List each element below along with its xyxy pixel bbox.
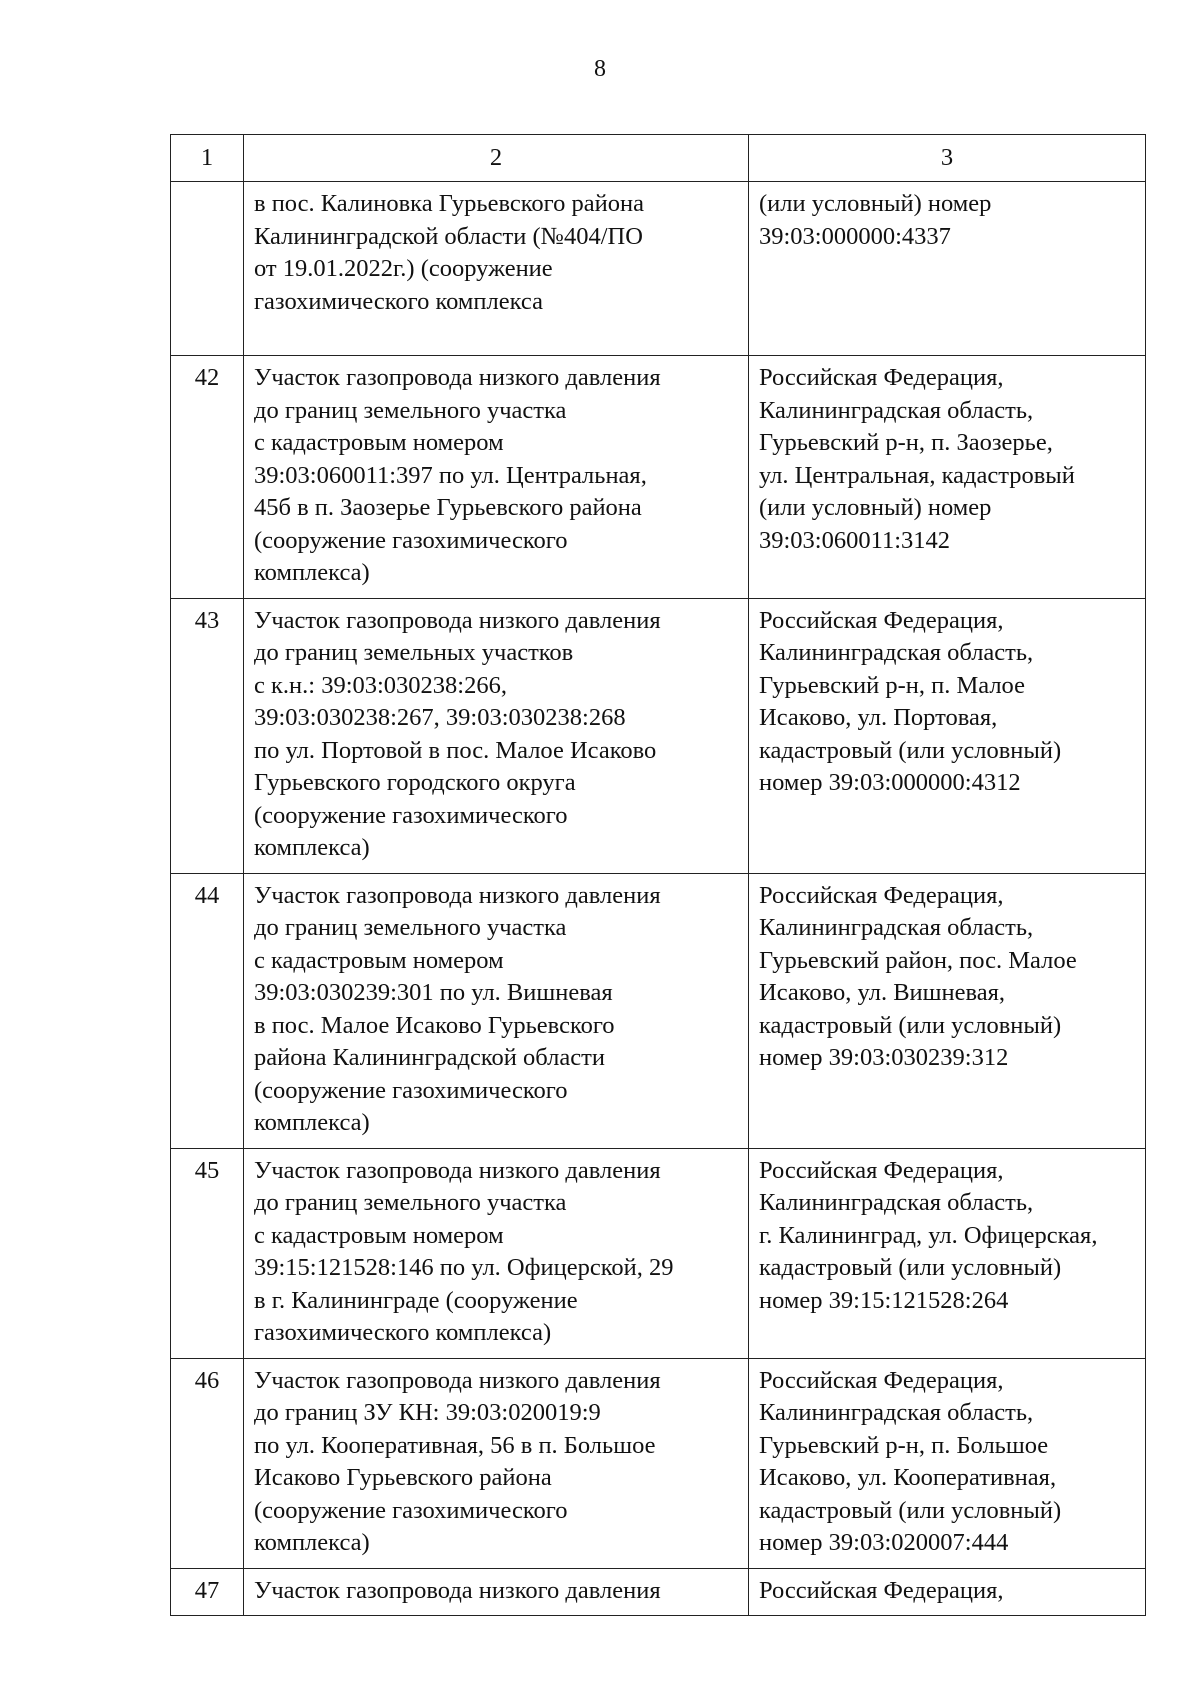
description-line: (сооружение газохимического (254, 1496, 568, 1524)
description-line: 45б в п. Заозерье Гурьевского района (254, 494, 642, 521)
row-number: 44 (171, 873, 244, 1148)
location-line: Гурьевский р-н, п. Заозерье, (759, 429, 1053, 456)
description-line: до границ ЗУ КН: 39:03:020019:9 (254, 1399, 601, 1426)
description-line: до границ земельных участков (254, 639, 574, 666)
location-line: Российская Федерация, (759, 364, 1004, 391)
location-line: Российская Федерация, (759, 1156, 1004, 1184)
location-cell (749, 182, 1146, 356)
description-line: в пос. Калиновка Гурьевского района (254, 190, 644, 217)
header-cell: 3 (749, 135, 1146, 182)
description-line: района Калининградской области (254, 1044, 605, 1071)
description-line: до границ земельного участка (254, 1189, 567, 1216)
description-line: Участок газопровода низкого давления (254, 1366, 661, 1394)
location-line: номер 39:03:030239:312 (759, 1044, 1009, 1071)
description-line: до границ земельного участка (254, 396, 567, 424)
row-number: 43 (171, 598, 244, 873)
location-line: Калининградская область, (759, 1189, 1034, 1216)
description-line: Участок газопровода низкого давления (254, 1576, 661, 1604)
description-line: (сооружение газохимического (254, 801, 568, 829)
location-line: Российская Федерация, (759, 1576, 1004, 1604)
row-number (171, 182, 244, 356)
location-line: (или условный) номер (759, 494, 992, 521)
location-cell (749, 873, 1146, 1148)
row-number: 45 (171, 1148, 244, 1358)
description-line: в пос. Малое Исаково Гурьевского (254, 1011, 615, 1039)
description-line: по ул. Портовой в пос. Малое Исаково (254, 736, 657, 764)
location-line: кадастровый (или условный) (759, 736, 1062, 764)
location-cell (749, 598, 1146, 873)
description-line: Участок газопровода низкого давления (254, 606, 661, 634)
table-row (171, 1358, 1146, 1568)
description-line: (сооружение газохимического (254, 526, 568, 554)
description-line: от 19.01.2022г.) (сооружение (254, 255, 553, 282)
location-line: Калининградская область, (759, 639, 1034, 666)
description-line: Гурьевского городского округа (254, 769, 576, 796)
location-cell (749, 1568, 1146, 1616)
description-line: до границ земельного участка (254, 914, 567, 941)
location-line: (или условный) номер (759, 190, 992, 217)
description-line: комплекса) (254, 559, 370, 586)
description-line: 39:03:030239:301 по ул. Вишневая (254, 979, 613, 1006)
location-line: Исаково, ул. Кооперативная, (759, 1464, 1057, 1491)
location-line: Российская Федерация, (759, 881, 1004, 909)
description-line: газохимического комплекса) (254, 1319, 552, 1346)
location-line: номер 39:15:121528:264 (759, 1286, 1009, 1314)
location-line: Гурьевский район, пос. Малое (759, 946, 1077, 974)
description-line: газохимического комплекса (254, 287, 543, 315)
location-line: номер 39:03:000000:4312 (759, 769, 1021, 796)
header-cell: 2 (244, 135, 749, 182)
location-line: 39:03:000000:4337 (759, 222, 951, 250)
location-cell (749, 356, 1146, 599)
description-line: Калининградской области (№404/ПО (254, 222, 643, 250)
location-line: Российская Федерация, (759, 1366, 1004, 1394)
description-line: с к.н.: 39:03:030238:266, (254, 671, 507, 699)
description-line: Участок газопровода низкого давления (254, 881, 661, 909)
table-row (171, 1148, 1146, 1358)
object-description-cell (244, 182, 749, 356)
location-line: 39:03:060011:3142 (759, 526, 951, 554)
description-line: комплекса) (254, 834, 370, 861)
description-line: (сооружение газохимического (254, 1076, 568, 1104)
table-header-row (171, 135, 1146, 182)
location-line: г. Калининград, ул. Офицерская, (759, 1221, 1098, 1249)
object-description-cell (244, 1148, 749, 1358)
location-line: кадастровый (или условный) (759, 1496, 1062, 1524)
description-line: 39:15:121528:146 по ул. Офицерской, 29 (254, 1254, 674, 1281)
object-description-cell (244, 873, 749, 1148)
object-description-cell (244, 598, 749, 873)
row-number: 47 (171, 1568, 244, 1616)
page-number: 8 (594, 56, 606, 82)
location-line: Калининградская область, (759, 396, 1034, 424)
table-row (171, 873, 1146, 1148)
description-line: Участок газопровода низкого давления (254, 1156, 661, 1184)
location-line: Калининградская область, (759, 914, 1034, 941)
row-number: 46 (171, 1358, 244, 1568)
location-line: номер 39:03:020007:444 (759, 1529, 1009, 1556)
description-line: 39:03:030238:267, 39:03:030238:268 (254, 704, 626, 731)
table-row (171, 356, 1146, 599)
register-table (170, 134, 1146, 1616)
location-line: кадастровый (или условный) (759, 1011, 1062, 1039)
location-line: Гурьевский р-н, п. Большое (759, 1431, 1049, 1459)
table-row (171, 182, 1146, 356)
description-line: комплекса) (254, 1109, 370, 1136)
table-row (171, 1568, 1146, 1616)
description-line: по ул. Кооперативная, 56 в п. Большое (254, 1431, 656, 1459)
location-cell (749, 1358, 1146, 1568)
location-line: Российская Федерация, (759, 606, 1004, 634)
description-line: Участок газопровода низкого давления (254, 364, 661, 391)
location-line: Гурьевский р-н, п. Малое (759, 671, 1025, 699)
description-line: с кадастровым номером (254, 1221, 504, 1249)
location-line: Исаково, ул. Вишневая, (759, 979, 1006, 1006)
row-number: 42 (171, 356, 244, 599)
description-line: с кадастровым номером (254, 946, 504, 974)
description-line: комплекса) (254, 1529, 370, 1556)
description-line: 39:03:060011:397 по ул. Центральная, (254, 461, 647, 489)
description-line: с кадастровым номером (254, 429, 504, 456)
location-line: Калининградская область, (759, 1399, 1034, 1426)
location-line: Исаково, ул. Портовая, (759, 704, 998, 731)
object-description-cell (244, 1568, 749, 1616)
location-line: кадастровый (или условный) (759, 1254, 1062, 1281)
location-line: ул. Центральная, кадастровый (759, 461, 1075, 489)
object-description-cell (244, 1358, 749, 1568)
description-line: Исаково Гурьевского района (254, 1464, 552, 1491)
header-cell: 1 (171, 135, 244, 182)
object-description-cell (244, 356, 749, 599)
description-line: в г. Калининграде (сооружение (254, 1286, 578, 1314)
table-row (171, 598, 1146, 873)
location-cell (749, 1148, 1146, 1358)
